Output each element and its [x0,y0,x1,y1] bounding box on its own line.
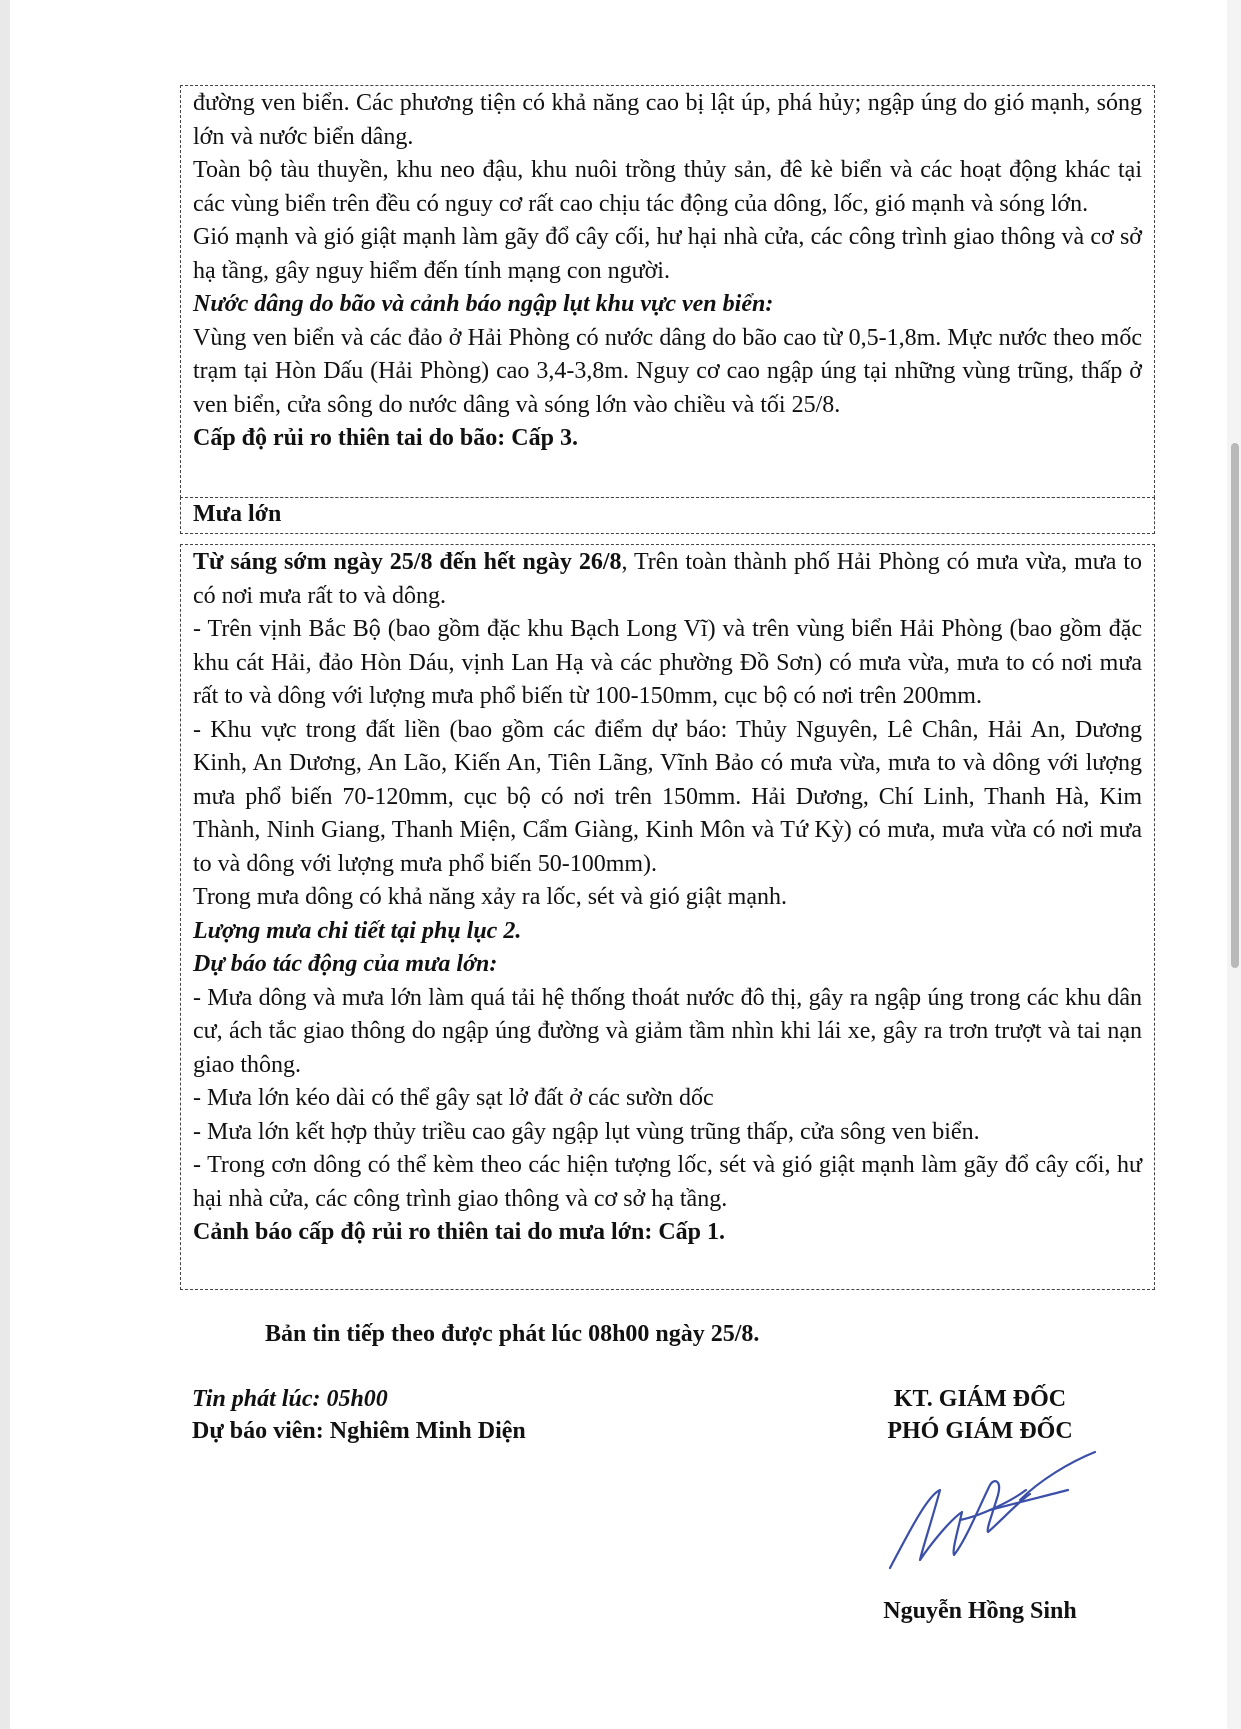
rain-risk-level: Cảnh báo cấp độ rủi ro thiên tai do mưa lớn: Cấp 1. [193,1219,725,1245]
signature-image [870,1450,1100,1590]
paragraph [193,546,1142,613]
issue-info [192,1383,526,1447]
signer-name: Nguyễn Hồng Sinh [883,1598,1077,1624]
scrollbar-thumb[interactable] [1231,443,1239,968]
storm-surge-heading: Nước dâng do bão và cảnh báo ngập lụt khu vực ven biển: [193,291,774,317]
heavy-rain-section [180,544,1155,1290]
section-title: Mưa lớn [193,501,282,527]
paragraph: Trong mưa dông có khả năng xảy ra lốc, sét và gió giật mạnh. [193,884,787,910]
heavy-rain-title-box [180,497,1155,534]
scrollbar[interactable] [1227,0,1241,1729]
title-line-2: PHÓ GIÁM ĐỐC [887,1418,1073,1444]
issue-time: Tin phát lúc: 05h00 [192,1386,388,1412]
list-item: - Mưa dông và mưa lớn làm quá tải hệ thống thoát nước đô thị, gây ra ngập úng trong các khu dân cư, ách tắc giao thông do ngập úng đường và giảm tầm nhìn khi lái xe, gây ra trơn trượt và tai nạn giao thông. [193,984,1142,1078]
forecaster: Dự báo viên: Nghiêm Minh Diện [192,1418,526,1444]
appendix-note: Lượng mưa chi tiết tại phụ lục 2. [193,917,522,944]
paragraph: Toàn bộ tàu thuyền, khu neo đậu, khu nuôi trồng thủy sản, đê kè biển và các hoạt động khác tại các vùng biển trên đều có nguy cơ rất cao chịu tác động của dông, lốc, gió mạnh và sóng lớn. [193,157,1142,217]
list-item: - Khu vực trong đất liền (bao gồm các điểm dự báo: Thủy Nguyên, Lê Chân, Hải An, Dương Kinh, An Dương, An Lão, Kiến An, Tiên Lãng, Vĩnh Bảo có mưa vừa, mưa to và dông với lượng mưa phổ biến 70-120mm, cục bộ có nơi trên 150mm. Hải Dương, Chí Linh, Thanh Hà, Kim Thành, Ninh Giang, Thanh Miện, Cẩm Giàng, Kinh Môn và Tứ Kỳ) có mưa, mưa vừa có nơi mưa to và dông với lượng mưa phổ biến 50-100mm). [193,716,1142,877]
paragraph: Gió mạnh và gió giật mạnh làm gãy đổ cây cối, hư hại nhà cửa, các công trình giao thông và cơ sở hạ tầng, gây nguy hiểm đến tính mạng con người. [193,224,1142,284]
list-item: - Mưa lớn kết hợp thủy triều cao gây ngập lụt vùng trũng thấp, cửa sông ven biển. [193,1118,980,1145]
impact-heading: Dự báo tác động của mưa lớn: [193,951,498,977]
paragraph: đường ven biển. Các phương tiện có khả năng cao bị lật úp, phá hủy; ngập úng do gió mạnh, sóng lớn và nước biển dâng. [193,90,1142,150]
storm-impact-section [180,85,1155,498]
signatory-titles [870,1383,1090,1447]
paragraph: Vùng ven biển và các đảo ở Hải Phòng có nước dâng do bão cao từ 0,5-1,8m. Mực nước theo mốc trạm tại Hòn Dấu (Hải Phòng) cao 3,4-3,8m. Nguy cơ cao ngập úng tại những vùng trũng, thấp ở ven biển, cửa sông do nước dâng và sóng lớn vào chiều và tối 25/8. [193,324,1142,418]
list-item: - Trong cơn dông có thể kèm theo các hiện tượng lốc, sét và gió giật mạnh làm gãy đổ cây cối, hư hại nhà cửa, các công trình giao thông và cơ sở hạ tầng. [193,1152,1142,1212]
storm-risk-level: Cấp độ rủi ro thiên tai do bão: Cấp 3. [193,425,578,451]
next-bulletin-note: Bản tin tiếp theo được phát lúc 08h00 ngày 25/8. [265,1321,760,1347]
document-page [10,0,1232,1729]
lead-text: , Trên toàn thành phố Hải Phòng có mưa vừa, mưa to có nơi mưa rất to và dông. [193,549,1142,609]
list-item: - Trên vịnh Bắc Bộ (bao gồm đặc khu Bạch Long Vĩ) và trên vùng biển Hải Phòng (bao gồm đặc khu cát Hải, đảo Hòn Dáu, vịnh Lan Hạ và các phường Đồ Sơn) có mưa vừa, mưa to có nơi mưa rất to và dông với lượng mưa phổ biến từ 100-150mm, cục bộ có nơi trên 200mm. [193,616,1142,709]
title-line-1: KT. GIÁM ĐỐC [893,1386,1067,1412]
list-item: - Mưa lớn kéo dài có thể gây sạt lở đất ở các sườn dốc [193,1085,714,1111]
time-period: Từ sáng sớm ngày 25/8 đến hết ngày 26/8 [193,549,622,575]
